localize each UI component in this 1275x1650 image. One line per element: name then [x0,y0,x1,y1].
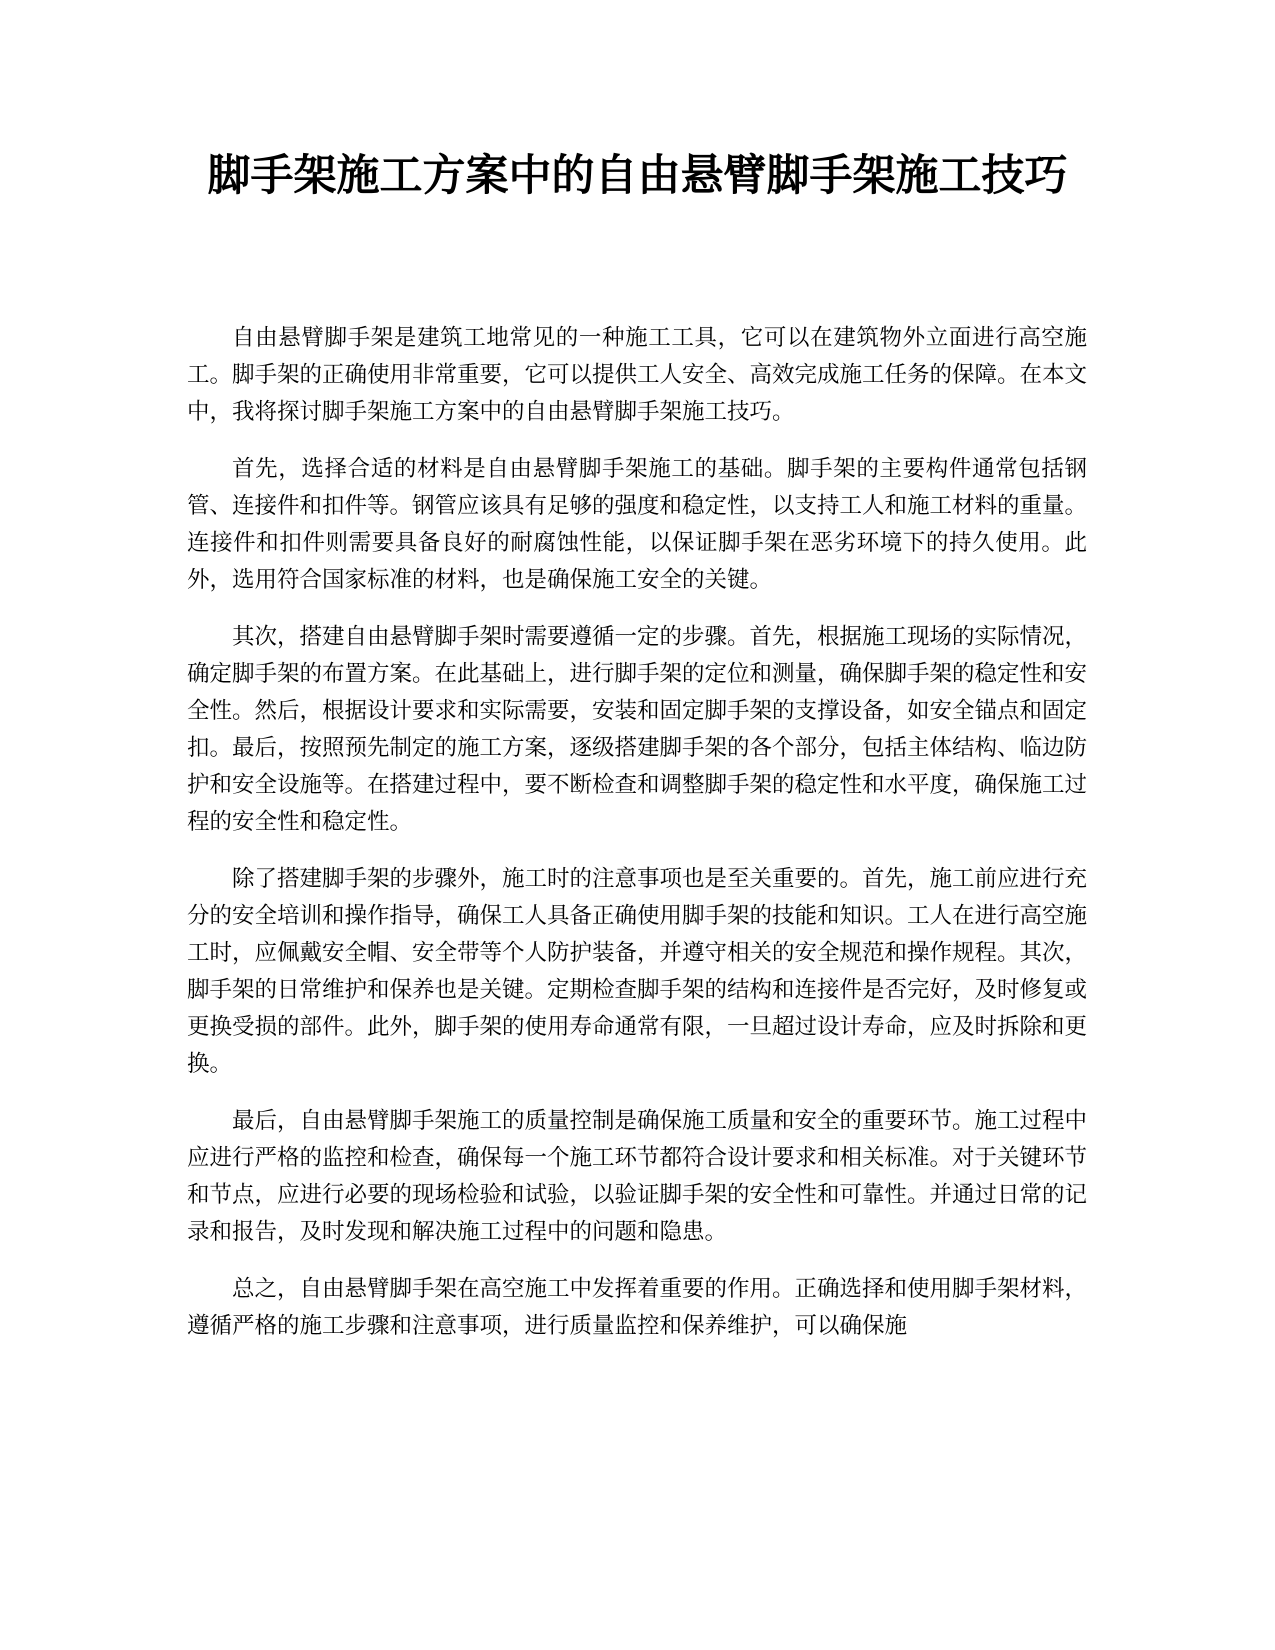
paragraph-conclusion: 总之，自由悬臂脚手架在高空施工中发挥着重要的作用。正确选择和使用脚手架材料，遵循严格的施工步骤和注意事项，进行质量监控和保养维护，可以确保施 [187,1276,1088,1339]
document-body [187,320,1087,1365]
paragraph-precautions: 除了搭建脚手架的步骤外，施工时的注意事项也是至关重要的。首先，施工前应进行充分的安全培训和操作指导，确保工人具备正确使用脚手架的技能和知识。工人在进行高空施工时，应佩戴安全帽、安全带等个人防护装备，并遵守相关的安全规范和操作规程。其次，脚手架的日常维护和保养也是关键。定期检查脚手架的结构和连接件是否完好，及时修复或更换受损的部件。此外，脚手架的使用寿命通常有限，一旦超过设计寿命，应及时拆除和更换。 [187,866,1088,1077]
paragraph-intro: 自由悬臂脚手架是建筑工地常见的一种施工工具，它可以在建筑物外立面进行高空施工。脚手架的正确使用非常重要，它可以提供工人安全、高效完成施工任务的保障。在本文中，我将探讨脚手架施工方案中的自由悬臂脚手架施工技巧。 [187,325,1088,425]
document-title: 脚手架施工方案中的自由悬臂脚手架施工技巧 [207,151,1068,201]
paragraph-quality-control: 最后，自由悬臂脚手架施工的质量控制是确保施工质量和安全的重要环节。施工过程中应进行严格的监控和检查，确保每一个施工环节都符合设计要求和相关标准。对于关键环节和节点，应进行必要的现场检验和试验，以验证脚手架的安全性和可靠性。并通过日常的记录和报告，及时发现和解决施工过程中的问题和隐患。 [187,1108,1088,1245]
paragraph-erection-steps: 其次，搭建自由悬臂脚手架时需要遵循一定的步骤。首先，根据施工现场的实际情况，确定脚手架的布置方案。在此基础上，进行脚手架的定位和测量，确保脚手架的稳定性和安全性。然后，根据设计要求和实际需要，安装和固定脚手架的支撑设备，如安全锚点和固定扣。最后，按照预先制定的施工方案，逐级搭建脚手架的各个部分，包括主体结构、临边防护和安全设施等。在搭建过程中，要不断检查和调整脚手架的稳定性和水平度，确保施工过程的安全性和稳定性。 [187,624,1088,835]
paragraph-materials: 首先，选择合适的材料是自由悬臂脚手架施工的基础。脚手架的主要构件通常包括钢管、连接件和扣件等。钢管应该具有足够的强度和稳定性，以支持工人和施工材料的重量。连接件和扣件则需要具备良好的耐腐蚀性能，以保证脚手架在恶劣环境下的持久使用。此外，选用符合国家标准的材料，也是确保施工安全的关键。 [187,456,1088,593]
